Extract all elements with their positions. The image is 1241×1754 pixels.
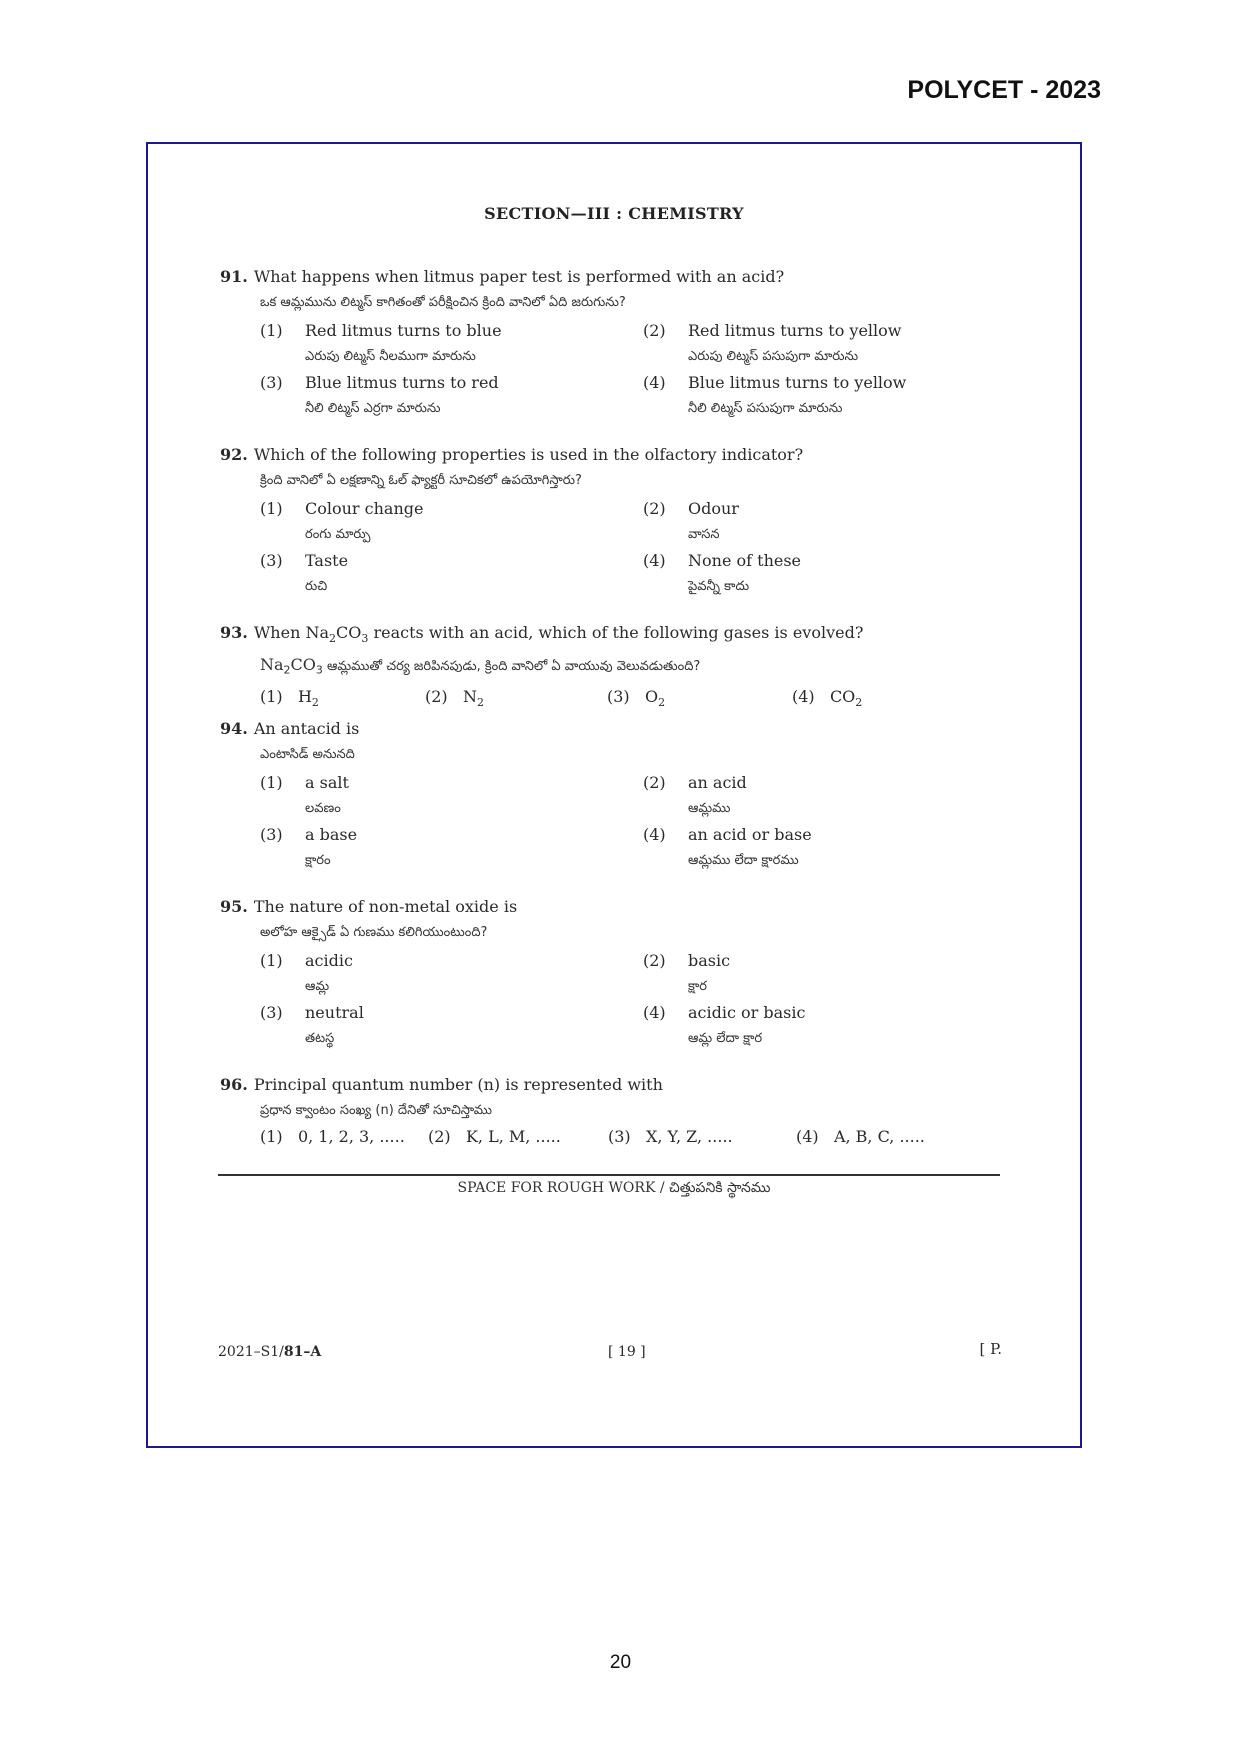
option-text: Odour xyxy=(688,499,739,518)
page-turn-mark: [ P. xyxy=(979,1340,1002,1358)
option-2[interactable] xyxy=(425,684,484,716)
option-text: Red litmus turns to blue xyxy=(305,321,502,340)
option-telugu: తటస్థ xyxy=(305,1031,335,1046)
option-text: X, Y, Z, ..... xyxy=(645,1127,733,1146)
question-text xyxy=(220,442,1020,468)
option-number: (3) xyxy=(260,551,283,570)
question-92 xyxy=(220,442,1020,600)
question-95 xyxy=(220,894,1020,1052)
option-4[interactable] xyxy=(796,1124,925,1150)
option-number: (1) xyxy=(260,1127,283,1146)
exam-page-frame xyxy=(146,142,1082,1448)
question-telugu: క్రింది వానిలో ఏ లక్షణాన్ని ఓల్ ఫ్యాక్టరీ సూచికలో ఉపయోగిస్తారు? xyxy=(260,473,582,488)
option-number: (1) xyxy=(260,773,283,792)
question-telugu-text: ఆమ్లముతో చర్య జరిపినపుడు, క్రింది వానిలో ఏ వాయువు వెలువడుతుంది? xyxy=(322,659,701,675)
option-text: Blue litmus turns to red xyxy=(305,373,499,392)
option-number: (2) xyxy=(643,773,666,792)
option-number: (2) xyxy=(425,686,448,706)
question-number: 96. xyxy=(220,1075,248,1094)
option-number: (4) xyxy=(792,686,815,706)
question-english: What happens when litmus paper test is performed with an acid? xyxy=(253,267,785,286)
question-number: 95. xyxy=(220,897,248,916)
option-2[interactable] xyxy=(428,1124,561,1150)
option-3[interactable] xyxy=(607,684,665,716)
question-text xyxy=(220,1072,1020,1098)
question-english: An antacid is xyxy=(253,719,360,738)
question-text xyxy=(220,620,1020,652)
option-4[interactable] xyxy=(792,684,862,716)
question-english: reacts with an acid, which of the following gases is evolved? xyxy=(368,623,864,642)
option-text: Colour change xyxy=(305,499,424,518)
option-telugu: ఆమ్లము xyxy=(688,801,731,816)
subscript: 2 xyxy=(283,663,291,677)
option-text: Taste xyxy=(305,551,349,570)
question-english: CO xyxy=(336,623,362,642)
option-number: (4) xyxy=(643,551,666,570)
option-number: (3) xyxy=(260,1003,283,1022)
option-number: (3) xyxy=(608,1127,631,1146)
option-text: Red litmus turns to yellow xyxy=(688,321,902,340)
option-text: CO xyxy=(829,686,856,706)
document-page-number: 20 xyxy=(609,1652,632,1673)
subscript: 2 xyxy=(329,632,336,646)
question-number: 94. xyxy=(220,719,248,738)
question-telugu xyxy=(220,652,1020,684)
question-telugu: ఎంటాసిడ్ అనునది xyxy=(260,747,355,762)
option-number: (2) xyxy=(428,1127,451,1146)
option-telugu: ఆమ్ల xyxy=(305,979,330,994)
option-number: (2) xyxy=(643,499,666,518)
question-text xyxy=(220,894,1020,920)
option-telugu: క్షారం xyxy=(305,853,331,868)
option-number: (1) xyxy=(260,321,283,340)
option-text: an acid xyxy=(688,773,747,792)
question-number: 92. xyxy=(220,445,248,464)
question-english: Principal quantum number (n) is represented with xyxy=(253,1075,663,1094)
option-telugu: రంగు మార్పు xyxy=(305,527,371,542)
option-text: K, L, M, ..... xyxy=(465,1127,561,1146)
option-text: basic xyxy=(688,951,731,970)
option-text: H xyxy=(297,686,312,706)
section-title: SECTION—III : CHEMISTRY xyxy=(484,204,744,223)
question-text xyxy=(220,716,1020,742)
question-english: When Na xyxy=(253,623,329,642)
question-english: The nature of non-metal oxide is xyxy=(253,897,518,916)
document-header-title: POLYCET - 2023 xyxy=(907,76,1101,104)
paper-code-prefix: 2021–S1/ xyxy=(218,1344,284,1360)
option-number: (2) xyxy=(643,951,666,970)
option-number: (3) xyxy=(607,686,630,706)
question-text xyxy=(220,264,1020,290)
option-telugu: ఎరుపు లిట్మస్ నీలముగా మారును xyxy=(305,349,476,364)
subscript: 2 xyxy=(476,695,484,709)
option-telugu: పైవన్నీ కాదు xyxy=(688,579,750,594)
option-number: (4) xyxy=(643,373,666,392)
question-91 xyxy=(220,264,1020,422)
subscript: 3 xyxy=(361,632,369,646)
subscript: 2 xyxy=(658,695,666,709)
option-number: (2) xyxy=(643,321,666,340)
question-english: Which of the following properties is used in the olfactory indicator? xyxy=(253,445,804,464)
option-telugu: లవణం xyxy=(305,801,341,816)
option-number: (3) xyxy=(260,825,283,844)
option-number: (4) xyxy=(643,1003,666,1022)
option-text: a salt xyxy=(305,773,349,792)
paper-code-series: 81–A xyxy=(283,1344,322,1360)
option-3[interactable] xyxy=(608,1124,733,1150)
option-text: neutral xyxy=(305,1003,364,1022)
option-text: a base xyxy=(305,825,358,844)
option-telugu: వాసన xyxy=(688,527,720,542)
option-telugu: ఆమ్ల లేదా క్షార xyxy=(688,1031,763,1046)
subscript: 2 xyxy=(311,695,319,709)
question-93 xyxy=(220,620,1020,710)
option-number: (1) xyxy=(260,951,283,970)
formula-text: Na xyxy=(260,655,284,675)
option-text: acidic or basic xyxy=(688,1003,806,1022)
option-text: None of these xyxy=(688,551,802,570)
option-telugu: క్షార xyxy=(688,979,707,994)
question-number: 93. xyxy=(220,623,248,642)
rough-work-label: SPACE FOR ROUGH WORK / చిత్తుపనికి స్థానము xyxy=(457,1180,771,1196)
option-text: O xyxy=(644,686,659,706)
option-text: Blue litmus turns to yellow xyxy=(688,373,907,392)
option-telugu: నీలి లిట్మస్ పసుపుగా మారును xyxy=(688,401,843,416)
option-text: an acid or base xyxy=(688,825,812,844)
question-96 xyxy=(220,1072,1020,1150)
option-number: (1) xyxy=(260,499,283,518)
option-text: N xyxy=(462,686,477,706)
question-telugu: ప్రధాన క్వాంటం సంఖ్య (n) దేనితో సూచిస్తాము xyxy=(260,1103,493,1118)
option-telugu: ఆమ్లము లేదా క్షారము xyxy=(688,853,799,868)
option-1[interactable] xyxy=(260,684,319,716)
option-telugu: నీలి లిట్మస్ ఎర్రగా మారును xyxy=(305,401,441,416)
option-text: A, B, C, ..... xyxy=(833,1127,925,1146)
option-number: (1) xyxy=(260,686,283,706)
option-text: 0, 1, 2, 3, ..... xyxy=(297,1127,405,1146)
paper-code xyxy=(218,1344,321,1360)
option-number: (3) xyxy=(260,373,283,392)
option-telugu: రుచి xyxy=(305,579,328,594)
question-number: 91. xyxy=(220,267,248,286)
option-number: (4) xyxy=(643,825,666,844)
rough-work-divider xyxy=(218,1174,1000,1176)
option-text: acidic xyxy=(305,951,353,970)
exam-page-number: [ 19 ] xyxy=(608,1344,646,1360)
question-94 xyxy=(220,716,1020,874)
formula-text: CO xyxy=(290,655,316,675)
question-telugu: ఒక ఆమ్లమును లిట్మస్ కాగితంతో పరీక్షించిన క్రింది వానిలో ఏది జరుగును? xyxy=(260,295,626,310)
option-telugu: ఎరుపు లిట్మస్ పసుపుగా మారును xyxy=(688,349,859,364)
subscript: 2 xyxy=(855,695,863,709)
subscript: 3 xyxy=(315,663,323,677)
option-number: (4) xyxy=(796,1127,819,1146)
question-telugu: అలోహ ఆక్సైడ్ ఏ గుణము కలిగియుంటుంది? xyxy=(260,925,488,940)
option-1[interactable] xyxy=(260,1124,405,1150)
